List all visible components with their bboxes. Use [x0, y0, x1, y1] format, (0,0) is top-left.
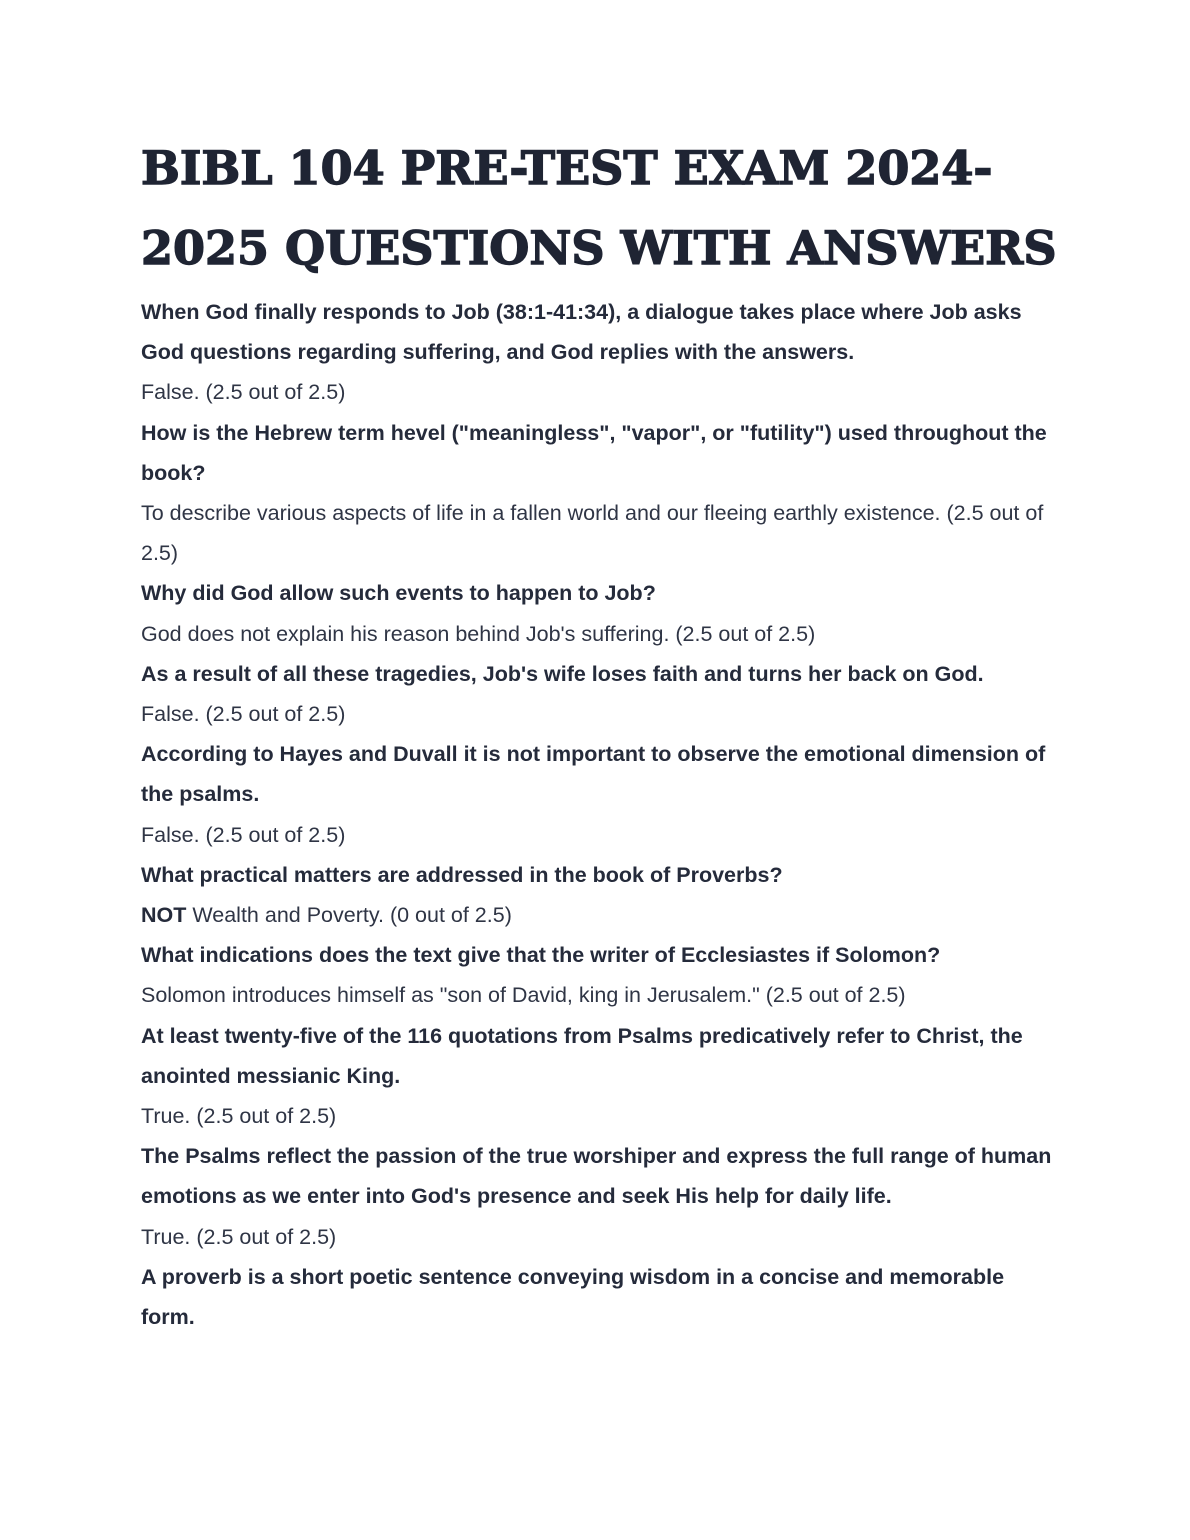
- question-9: The Psalms reflect the passion of the true worshiper and express the full range of human emotions as we enter into God's presence and seek His help for daily life.: [141, 1144, 1052, 1209]
- question-4: As a result of all these tragedies, Job's wife loses faith and turns her back on God.: [141, 661, 984, 686]
- question-2: How is the Hebrew term hevel ("meaningless", "vapor", or "futility") used throughout the book?: [141, 420, 1047, 485]
- question-3: Why did God allow such events to happen to Job?: [141, 581, 656, 606]
- document-page: [141, 128, 1061, 1337]
- document-title: [141, 128, 1061, 288]
- answer-6: [141, 895, 1061, 935]
- answer-7: Solomon introduces himself as "son of David, king in Jerusalem." (2.5 out of 2.5): [141, 983, 906, 1008]
- answer-2: To describe various aspects of life in a fallen world and our fleeing earthly existence. (2.5 out of 2.5): [141, 501, 1044, 566]
- answer-8: True. (2.5 out of 2.5): [141, 1104, 337, 1129]
- answer-6-prefix: NOT: [141, 903, 187, 928]
- answer-3: God does not explain his reason behind Job's suffering. (2.5 out of 2.5): [141, 621, 816, 646]
- answer-6-text: Wealth and Poverty. (0 out of 2.5): [186, 903, 512, 928]
- answer-5: False. (2.5 out of 2.5): [141, 822, 346, 847]
- question-10: A proverb is a short poetic sentence conveying wisdom in a concise and memorable form.: [141, 1264, 1005, 1330]
- qa-list: [141, 292, 1061, 1337]
- answer-1: False. (2.5 out of 2.5): [141, 380, 346, 405]
- answer-4: False. (2.5 out of 2.5): [141, 702, 346, 727]
- question-1: When God finally responds to Job (38:1-41:34), a dialogue takes place where Job asks God questions regarding suffering, and God replies with the answers.: [141, 300, 1022, 365]
- question-8: At least twenty-five of the 116 quotations from Psalms predicatively refer to Christ, the anointed messianic King.: [141, 1023, 1023, 1088]
- question-5: According to Hayes and Duvall it is not important to observe the emotional dimension of the psalms.: [141, 742, 1046, 807]
- answer-9: True. (2.5 out of 2.5): [141, 1224, 337, 1249]
- question-7: What indications does the text give that the writer of Ecclesiastes if Solomon?: [141, 943, 941, 968]
- question-6: What practical matters are addressed in the book of Proverbs?: [141, 862, 783, 887]
- title-line-1: BIBL 104 PRE-TEST EXAM 2024-: [141, 141, 993, 195]
- title-line-2: 2025 QUESTIONS WITH ANSWERS: [141, 221, 1057, 275]
